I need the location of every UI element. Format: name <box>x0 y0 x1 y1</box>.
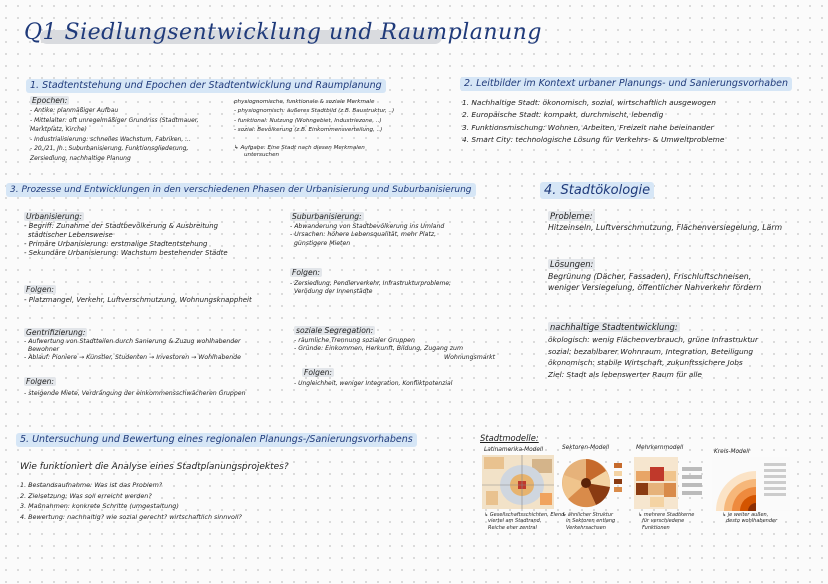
caption-line: desto wohlhabender <box>726 518 778 525</box>
analyse-question: Wie funktioniert die Analyse eines Stadtplanungsprojektes? <box>20 462 289 472</box>
analyse-step: 3. Maßnahmen: konkrete Schritte (umgestaltung) <box>20 502 179 511</box>
aufgabe-line: ↳ Aufgabe: Eine Stadt nach diesen Merkmalen <box>234 145 365 151</box>
probleme-text: Hitzeinseln, Luftverschmutzung, Flächenversiegelung, Lärm <box>548 223 783 232</box>
nachhaltig-line: Ziel: Stadt als lebenswerter Raum für alle <box>548 369 702 379</box>
modell-title-mehrkern: Mehrkernmodell <box>636 445 684 451</box>
segregation-list <box>294 337 495 362</box>
epochen-line: - Mittelalter: oft unregelmäßiger Grundriss (Stadtmauer, <box>30 116 199 124</box>
stadtmodelle-title: Stadtmodelle: <box>480 433 539 443</box>
caption-line: viertel am Stadtrand, <box>488 518 542 525</box>
nachhaltig-line: sozial: bezahlbarer Wohnraum, Integration, Beteiligung <box>548 346 754 356</box>
caption-line: Reiche eher zentral <box>488 524 537 531</box>
suburbanisierung-list <box>290 223 444 248</box>
epochen-line: - Industrialisierung: schnelles Wachstum, Fabriken, ... <box>30 135 191 143</box>
page-title: Q1 Siedlungsentwicklung und Raumplanung <box>24 20 542 45</box>
gentrifizierung-list <box>24 338 241 363</box>
section-3-heading: 3. Prozesse und Entwicklungen in den verschiedenen Phasen der Urbanisierung und Suburbanisierung <box>6 183 476 197</box>
suburbanisierung-line: günstigere Mieten <box>294 239 351 247</box>
suburbanisierung-folgen-line: - Zersiedlung, Pendlerverkehr, Infrastrukturprobleme, <box>290 280 451 287</box>
epochen-title: Epochen: <box>32 96 68 105</box>
section-4-heading: 4. Stadtökologie <box>540 182 654 199</box>
caption-line: ↳ Gesellschaftsschichten, Elend- <box>484 512 567 518</box>
probleme-title: Probleme: <box>550 211 593 221</box>
caption-line: in Sektoren entlang <box>566 518 616 525</box>
leitbild-item: 2. Europäische Stadt: kompakt, durchmischt, lebendig <box>462 110 664 120</box>
epochen-line: Zersiedlung, nachhaltige Planung <box>30 154 131 162</box>
suburbanisierung-line: - Ursachen: höhere Lebensqualität, mehr Platz, <box>290 231 437 239</box>
nachhaltig-list <box>548 334 758 380</box>
caption-line: Funktionen <box>642 524 670 531</box>
latinamerika-diagram <box>482 455 554 509</box>
modell-title-latinamerika: Latinamerika-Modell <box>484 447 544 453</box>
urbanisierung-line: städtischer Lebensweise <box>28 231 113 239</box>
gentrifizierung-line: - Aufwertung von Stadtteilen durch Sanierung & Zuzug wohlhabender <box>24 338 241 345</box>
segregation-folgen: - Ungleichheit, weniger Integration, Konfliktpotenzial <box>294 380 453 387</box>
segregation-line: Wohnungsmarkt <box>444 353 496 361</box>
gentrifizierung-line: Bewohner <box>28 346 60 354</box>
caption-latinamerika <box>484 512 566 531</box>
urbanisierung-folgen-title: Folgen: <box>26 285 54 294</box>
segregation-title: soziale Segregation: <box>296 326 374 335</box>
urbanisierung-line: - Primäre Urbanisierung: erstmalige Stadtentstehung <box>24 240 208 248</box>
urbanisierung-line: - Begriff: Zunahme der Stadtbevölkerung & Ausbreitung <box>24 222 219 230</box>
gentrifizierung-folgen-title: Folgen: <box>26 377 54 386</box>
caption-sektoren <box>562 512 615 531</box>
leitbilder-list <box>462 97 724 147</box>
nachhaltig-line: ökonomisch: stabile Wirtschaft, zukunftssichere Jobs <box>548 358 743 368</box>
caption-kreis <box>722 512 777 525</box>
epochen-line: Marktplatz, Kirche) <box>30 126 87 134</box>
leitbild-item: 4. Smart City: technologische Lösung für Verkehrs- & Umweltprobleme <box>462 135 725 145</box>
epochen-line: - 20./21. Jh.: Suburbanisierung, Funktionsgliederung, <box>30 145 189 153</box>
urbanisierung-list <box>24 222 228 258</box>
section-5-heading: 5. Untersuchung und Bewertung eines regionalen Planungs-/Sanierungsvorhabens <box>16 433 417 447</box>
aufgabe-note <box>234 145 365 160</box>
gentrifizierung-title: Gentrifizierung: <box>26 328 86 337</box>
loesungen-list <box>548 271 761 294</box>
analyse-step: 4. Bewertung: nachhaltig? wie sozial gerecht? wirtschaftlich sinnvoll? <box>20 512 242 521</box>
suburbanisierung-folgen-title: Folgen: <box>292 268 320 277</box>
section-1-heading: 1. Stadtentstehung und Epochen der Stadtentwicklung und Raumplanung <box>26 79 386 93</box>
caption-line: ↳ je weiter außen, <box>722 512 769 518</box>
analyse-step: 2. Zielsetzung: Was soll erreicht werden? <box>20 491 152 500</box>
leitbild-item: 3. Funktionsmischung: Wohnen, Arbeiten, Freizeit nahe beieinander <box>462 122 714 132</box>
mehrkern-diagram <box>634 457 706 511</box>
modell-title-sektoren: Sektoren-Modell <box>562 445 610 451</box>
analyse-step: 1. Bestandsaufnahme: Was ist das Problem? <box>20 481 163 489</box>
sektoren-diagram <box>560 455 628 511</box>
gentrifizierung-line: - Ablauf: Pioniere → Künstler, Studenten → Investoren → Wohlhabende <box>24 354 241 362</box>
caption-line: Verkehrsachsen <box>566 524 606 531</box>
loesungen-title: Lösungen: <box>550 259 594 269</box>
merkmale-list <box>234 98 394 136</box>
suburbanisierung-line: - Abwanderung von Stadtbevölkerung ins Umland <box>290 223 445 230</box>
nachhaltig-title: nachhaltige Stadtentwicklung: <box>550 322 678 332</box>
modell-title-kreis: Kreis-Modell <box>714 449 750 455</box>
loesungen-line: weniger Versiegelung, öffentlicher Nahverkehr fördern <box>548 283 762 293</box>
nachhaltig-line: ökologisch: wenig Flächenverbrauch, grüne Infrastruktur <box>548 335 759 344</box>
caption-mehrkern <box>638 512 694 531</box>
segregation-folgen-title: Folgen: <box>304 368 332 377</box>
suburbanisierung-folgen-line: Verödung der Innenstädte <box>294 288 373 296</box>
merkmale-line: - physiognomisch: äußeres Stadtbild (z.B. Baustruktur, ..) <box>234 108 395 115</box>
leitbild-item: 1. Nachhaltige Stadt: ökonomisch, sozial, wirtschaftlich ausgewogen <box>462 98 716 107</box>
suburbanisierung-folgen <box>290 280 451 297</box>
merkmale-line: - funktional: Nutzung (Wohngebiet, Industriezone, ..) <box>234 117 382 124</box>
suburbanisierung-title: Suburbanisierung: <box>292 212 362 221</box>
aufgabe-line: untersuchen <box>244 152 280 159</box>
section-2-heading: 2. Leitbilder im Kontext urbaner Planungs- und Sanierungsvorhaben <box>460 77 792 91</box>
urbanisierung-title: Urbanisierung: <box>26 212 82 221</box>
segregation-line: - Gründe: Einkommen, Herkunft, Bildung, Zugang zum <box>294 345 463 353</box>
caption-line: für verschiedene <box>642 518 685 525</box>
urbanisierung-folgen: - Platzmangel, Verkehr, Luftverschmutzung, Wohnungsknappheit <box>24 296 252 304</box>
merkmale-line: physiognomische, funktionale & soziale Merkmale <box>234 99 375 105</box>
loesungen-line: Begrünung (Dächer, Fassaden), Frischluftschneisen, <box>548 272 752 281</box>
caption-line: ↳ ähnlicher Struktur <box>562 512 614 518</box>
kreis-diagram <box>712 457 790 511</box>
epochen-list <box>30 106 199 164</box>
gentrifizierung-folgen: - steigende Miete, Verdrängung der einkommensschwächeren Gruppen <box>24 390 246 397</box>
urbanisierung-line: - Sekundäre Urbanisierung: Wachstum bestehender Städte <box>24 249 228 257</box>
caption-line: ↳ mehrere Stadtkerne <box>638 512 695 518</box>
analyse-steps <box>20 480 242 522</box>
segregation-line: - räumliche Trennung sozialer Gruppen <box>294 337 415 344</box>
merkmale-line: - sozial: Bevölkerung (z.B. Einkommensverteilung, ..) <box>234 127 383 134</box>
epochen-line: - Antike: planmäßiger Aufbau <box>30 107 119 114</box>
